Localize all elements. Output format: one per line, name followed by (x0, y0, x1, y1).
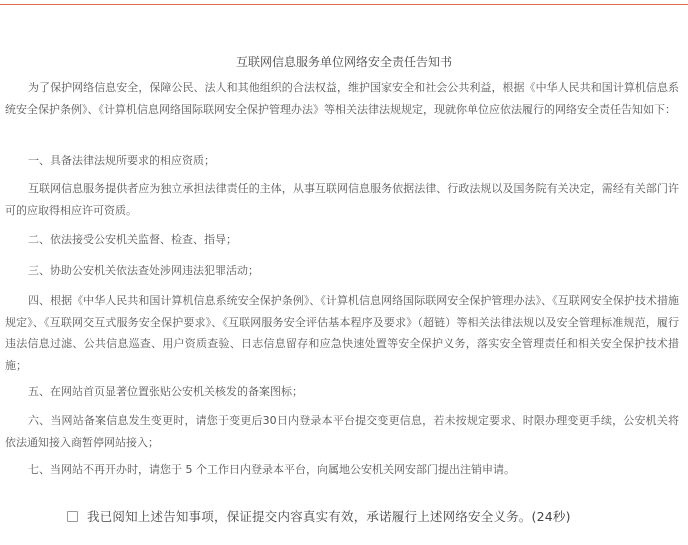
item-7: 七、当网站不再开办时，请您于 5 个工作日内登录本平台，向属地公安机关网安部门提出注销申请。 (28, 463, 515, 476)
item-2: 二、依法接受公安机关监督、检查、指导； (28, 233, 237, 246)
item-4: 四、根据《中华人民共和国计算机信息系统安全保护条例》、《计算机信息网络国际联网安全保护管理办法》、《互联网安全保护技术措施规定》、《互联网交互式服务安全保护要求》、《互联网服务安全评估基本程序及要求》（超链）等相关法律法规以及安全管理标准规范，履行违法信息过滤、公共信息巡查、用户资质查验、日志信息留存和应急快速处置等安全保护义务，落实安全管理责任和相关安全保护技术措施； (5, 294, 679, 372)
agreement-label: 我已阅知上述告知事项，保证提交内容真实有效，承诺履行上述网络安全义务。(24秒) (87, 509, 571, 524)
item-6: 六、当网站备案信息发生变更时，请您于变更后30日内登录本平台提交变更信息，若未按规定要求、时限办理变更手续，公安机关将依法通知接入商暂停网站接入； (5, 414, 679, 449)
item-3: 三、协助公安机关依法查处涉网违法犯罪活动； (28, 264, 259, 277)
agreement-checkbox[interactable] (67, 511, 78, 522)
notice-title: 互联网信息服务单位网络安全责任告知书 (235, 55, 452, 69)
item-5: 五、在网站首页显著位置张贴公安机关核发的备案图标； (28, 385, 303, 398)
top-divider (0, 4, 688, 5)
intro-paragraph: 为了保护网络信息安全，保障公民、法人和其他组织的合法权益，维护国家安全和社会公共利益，根据《中华人民共和国计算机信息系统安全保护条例》、《计算机信息网络国际联网安全保护管理办法》等相关法律法规规定，现就你单位应依法履行的网络安全责任告知如下： (5, 81, 679, 116)
item-1-heading: 一、具备法律法规所要求的相应资质； (28, 154, 215, 167)
item-1-detail: 互联网信息服务提供者应为独立承担法律责任的主体，从事互联网信息服务依据法律、行政法规以及国务院有关决定，需经有关部门许可的应取得相应许可资质。 (5, 182, 679, 217)
agreement-checkbox-row[interactable] (67, 506, 571, 526)
